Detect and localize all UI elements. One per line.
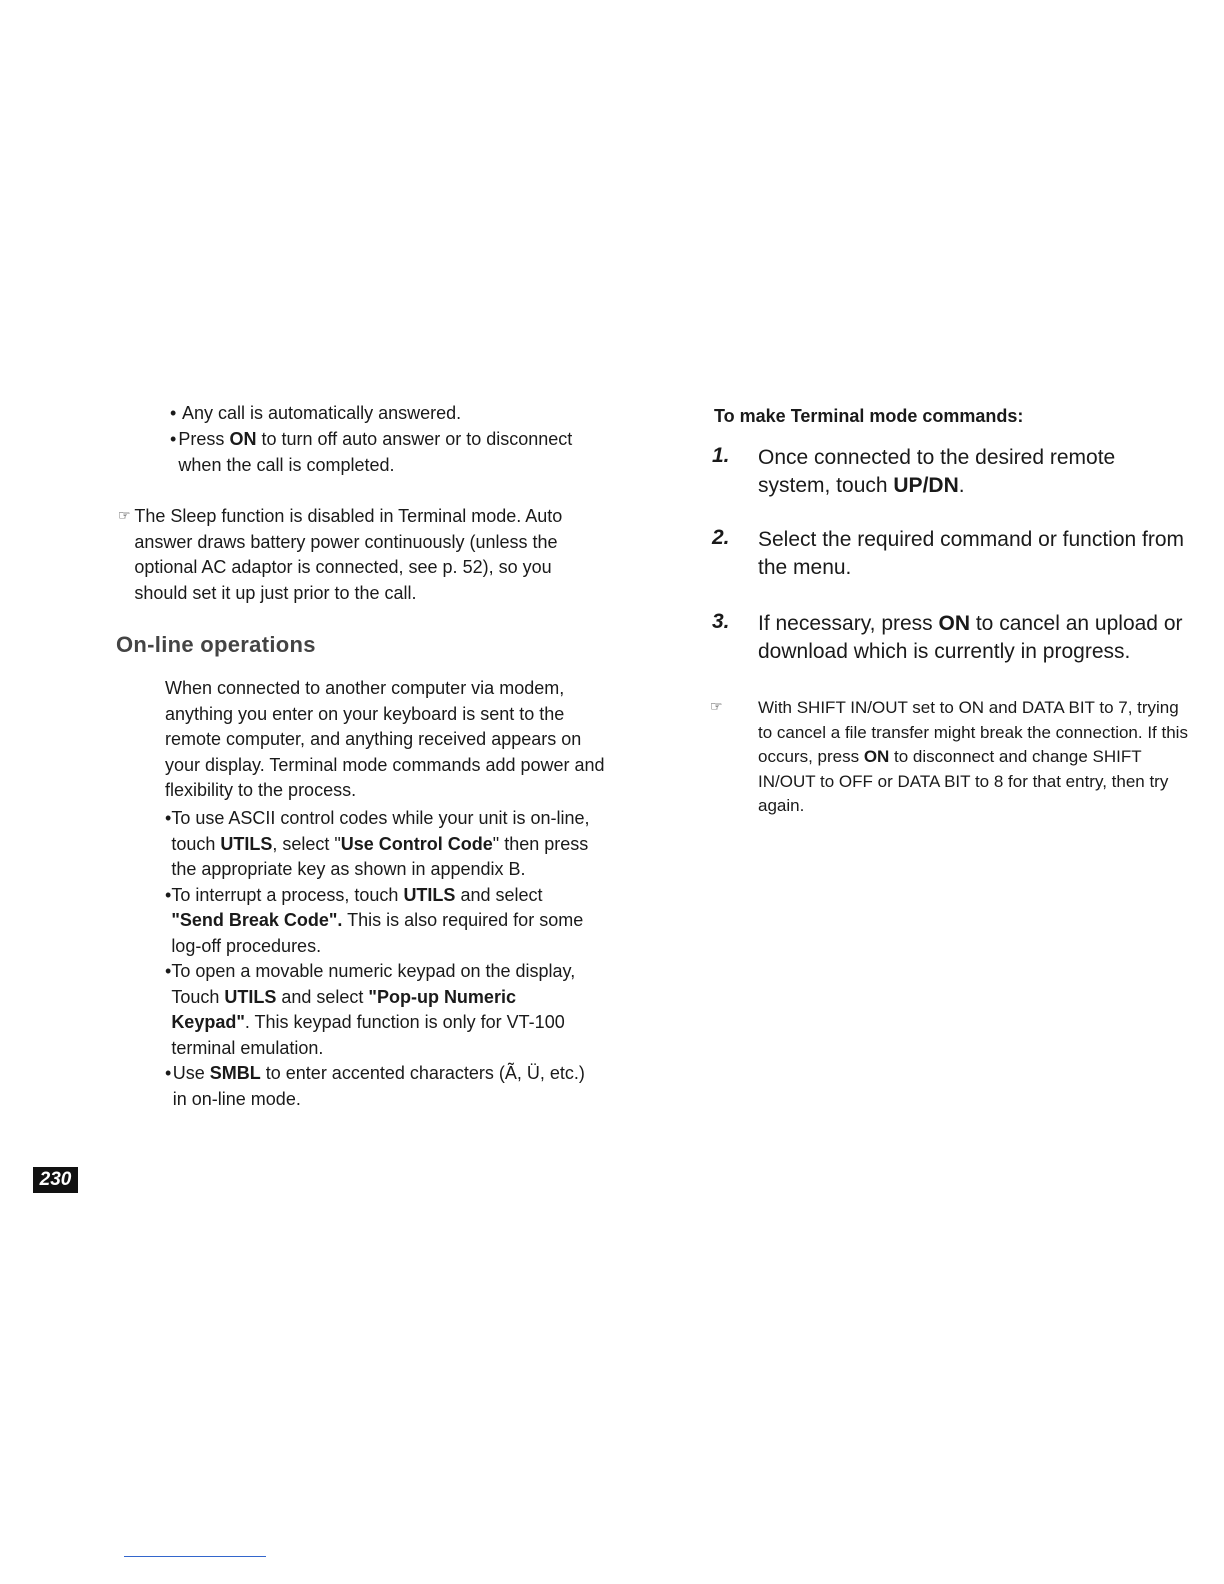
bullet-text: Any call is automatically answered.	[182, 403, 462, 423]
note-text: With SHIFT IN/OUT set to ON and DATA BIT to 7, trying to cancel a file transfer might break the connection. If this occurs, press ON to disconnect and change SHIFT IN/OUT to OFF or DATA BIT to 8 for that entry, then try again.	[758, 698, 1188, 815]
bullet-text: To interrupt a process, touch UTILS and select "Send Break Code". This is also required for some log-off procedures.	[171, 884, 584, 956]
bullet-item: • Press ON to turn off auto answer or to disconnect when the call is completed.	[170, 426, 610, 478]
step-item	[712, 526, 1202, 582]
bullet-text: Use SMBL to enter accented characters (Ã, Ü, etc.) in on-line mode.	[172, 1063, 585, 1109]
top-bullet-list	[170, 400, 610, 478]
pointing-hand-icon: ☞	[710, 699, 723, 715]
bullet-text: To use ASCII control codes while your unit is on-line, touch UTILS, select "Use Control Code" then press the appropriate key as shown in appendix B.	[171, 808, 590, 879]
bullet-item: • To open a movable numeric keypad on the display, Touch UTILS and select "Pop-up Numeric Keypad". This keypad function is only for VT-100 terminal emulation.	[165, 959, 595, 1061]
steps-list	[712, 444, 1202, 666]
step-text: Select the required command or function from the menu.	[758, 528, 1185, 579]
step-text: If necessary, press ON to cancel an upload or download which is currently in progress.	[758, 612, 1183, 663]
bullet-item: • To interrupt a process, touch UTILS and select "Send Break Code". This is also required for some log-off procedures.	[165, 883, 595, 960]
bullet-item: • Use SMBL to enter accented characters (Ã, Ü, etc.) in on-line mode.	[165, 1061, 595, 1112]
bullet-item: • To use ASCII control codes while your unit is on-line, touch UTILS, select "Use Control Code" then press the appropriate key as shown in appendix B.	[165, 806, 595, 883]
right-note	[710, 696, 1190, 819]
step-text: Once connected to the desired remote system, touch UP/DN.	[758, 446, 1116, 497]
bullet-text: Press ON to turn off auto answer or to disconnect when the call is completed.	[178, 429, 573, 475]
step-item	[712, 444, 1202, 500]
step-number: 2.	[712, 526, 730, 549]
steps-heading: To make Terminal mode commands:	[714, 406, 1024, 426]
note-text: The Sleep function is disabled in Terminal mode. Auto answer draws battery power continuously (unless the optional AC adaptor is connected, see p. 52), so you should set it up just prior to the call.	[134, 506, 563, 603]
left-note	[118, 504, 608, 606]
intro-paragraph: When connected to another computer via modem, anything you enter on your keyboard is sent to the remote computer, and anything received appears on your display. Terminal mode commands add power and flexibility to the process.	[165, 678, 605, 800]
section-heading: On-line operations	[116, 632, 316, 657]
pointing-hand-icon: ☞	[118, 508, 131, 524]
page-number: 230	[33, 1167, 78, 1193]
bottom-rule	[124, 1556, 266, 1557]
step-number: 3.	[712, 610, 730, 633]
step-number: 1.	[712, 444, 730, 467]
step-item	[712, 610, 1202, 666]
bullet-item: • Any call is automatically answered.	[170, 400, 610, 426]
online-bullet-list	[165, 806, 595, 1112]
bullet-text: To open a movable numeric keypad on the display, Touch UTILS and select "Pop-up Numeric Keypad". This keypad function is only for VT-100 terminal emulation.	[171, 961, 576, 1058]
